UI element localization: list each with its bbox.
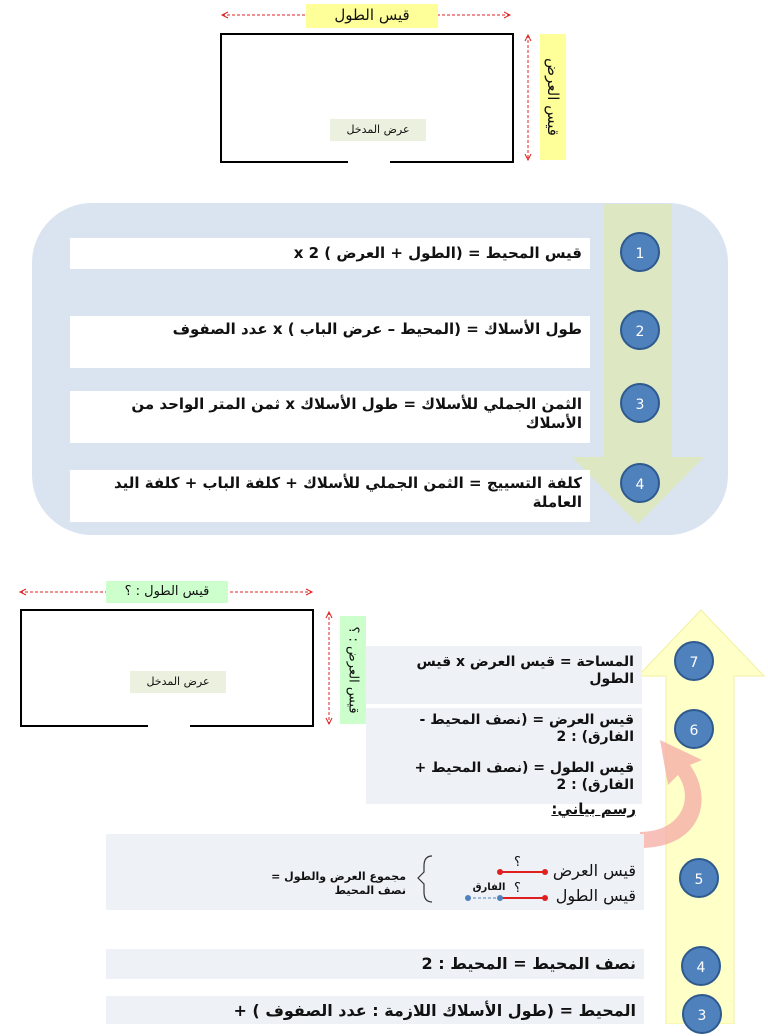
bottom-length-label: قيس الطول : ؟ xyxy=(106,581,228,603)
graph-length-unknown: ؟ xyxy=(514,881,521,896)
step-2-text: طول الأسلاك = (المحيط – عرض الباب ) x عدد الصفوف xyxy=(70,316,590,368)
step-1-number: 1 xyxy=(620,232,660,272)
graph-length-word: قيس الطول xyxy=(555,886,636,905)
step-7-text: المساحة = قيس العرض x قيس الطول xyxy=(366,646,642,704)
step-3-number: 3 xyxy=(620,383,660,423)
step-4b-text: نصف المحيط = المحيط : 2 xyxy=(106,949,644,979)
step-1-text: قيس المحيط = (الطول + العرض ) x 2 xyxy=(70,238,590,269)
graph-sum-note: مجموع العرض والطول = نصف المحيط xyxy=(271,870,406,897)
step-4b-number: 4 xyxy=(681,946,721,986)
step-7-number: 7 xyxy=(674,641,714,681)
step-6-number: 6 xyxy=(674,709,714,749)
step-2-number: 2 xyxy=(620,310,660,350)
step-3b-text: المحيط = (طول الأسلاك اللازمة : عدد الصفوف ) + xyxy=(106,996,644,1024)
step-3-text: الثمن الجملي للأسلاك = طول الأسلاك x ثمن المتر الواحد من الأسلاك xyxy=(70,391,590,443)
graph-width-word: قيس العرض xyxy=(552,861,636,880)
top-width-label: قيس العرض xyxy=(544,58,562,136)
step-3b-number: 3 xyxy=(682,994,722,1034)
bottom-door-label: عرض المدخل xyxy=(130,671,226,693)
step-6-length-formula: قيس الطول = (نصف المحيط + الفارق) : 2 xyxy=(414,760,634,793)
bottom-width-label: قيس العرض : ؟ xyxy=(345,626,361,714)
step-4-text: كلفة التسييج = الثمن الجملي للأسلاك + كلفة الباب + كلفة اليد العاملة xyxy=(70,470,590,522)
top-length-label: قيس الطول xyxy=(306,4,438,28)
graph-width-unknown: ؟ xyxy=(514,855,521,870)
graph-title: رسم بياني: xyxy=(551,800,636,818)
step-6-width-formula: قيس العرض = (نصف المحيط - الفارق) : 2 xyxy=(419,712,634,745)
step-4-number: 4 xyxy=(620,463,660,503)
step-5-number: 5 xyxy=(679,858,719,898)
top-door-label: عرض المدخل xyxy=(330,119,426,141)
graph-diff-label: الفارق xyxy=(472,882,506,893)
